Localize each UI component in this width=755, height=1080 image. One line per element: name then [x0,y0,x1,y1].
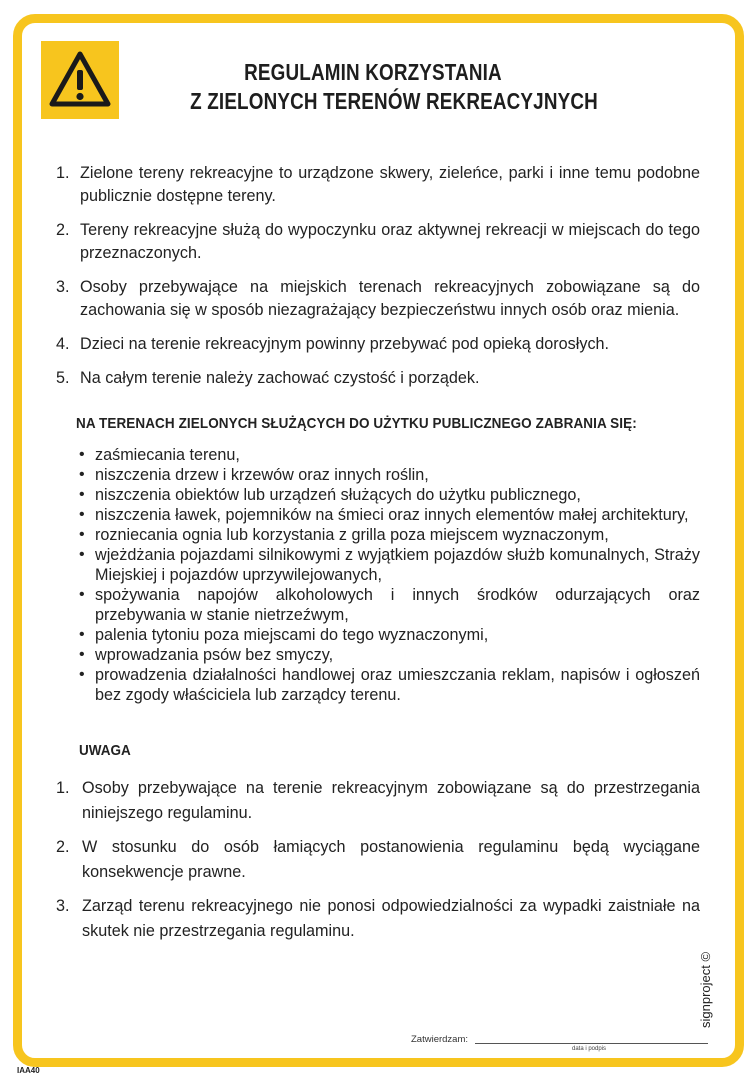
product-code: IAA40 [17,1066,40,1075]
ban-text: niszczenia obiektów lub urządzeń służących do użytku publicznego, [95,486,581,504]
ban-item [52,485,700,505]
rule-item [52,367,700,390]
ban-item [52,625,700,645]
note-text: Zarząd terenu rekreacyjnego nie ponosi odpowiedzialności za wypadki zaistniałe na skutek nie przestrzegania regulaminu. [82,897,700,940]
ban-list [52,445,700,705]
rule-item [52,219,700,265]
ban-text: wjeżdżania pojazdami silnikowymi z wyjątkiem pojazdów służb komunalnych, Straży Miejskiej i pojazdów uprzywilejowanych, [95,546,700,584]
bullet-icon: • [79,446,85,463]
rule-text: Osoby przebywające na miejskich terenach rekreacyjnych zobowiązane są do zachowania się w sposób niezagrażający bezpieczeństwu innych osób oraz mienia. [80,278,700,319]
ban-text: prowadzenia działalności handlowej oraz umieszczania reklam, napisów i ogłoszeń bez zgody właściciela lub zarządcy terenu. [95,666,700,704]
ban-item [52,545,700,585]
rule-item [52,333,700,356]
ban-item [52,585,700,625]
bullet-icon: • [79,486,85,503]
rule-text: Na całym terenie należy zachować czystość i porządek. [80,369,480,387]
note-item [52,776,700,826]
ban-text: zaśmiecania terenu, [95,446,240,464]
rules-list [52,162,700,390]
ban-heading: NA TERENACH ZIELONYCH SŁUŻĄCYCH DO UŻYTKU PUBLICZNEGO ZABRANIA SIĘ: [76,415,637,432]
notes-list [52,776,700,944]
title-line-1: REGULAMIN KORZYSTANIA [244,59,502,85]
regulations-content [52,162,700,953]
note-item [52,894,700,944]
note-number: 2. [56,838,70,856]
ban-text: wprowadzania psów bez smyczy, [95,646,334,664]
warning-triangle-icon [49,51,111,107]
ban-text: spożywania napojów alkoholowych i innych środków odurzających oraz przebywania w stanie nietrzeźwym, [95,586,700,624]
ban-item [52,465,700,485]
rule-number: 1. [56,164,70,182]
note-number: 3. [56,897,70,915]
bullet-icon: • [79,546,85,563]
rule-number: 4. [56,335,70,353]
ban-item [52,525,700,545]
ban-item [52,645,700,665]
ban-item [52,445,700,465]
page-title [190,58,598,116]
bullet-icon: • [79,666,85,683]
note-text: Osoby przebywające na terenie rekreacyjnym zobowiązane są do przestrzegania niniejszego regulaminu. [82,779,700,822]
note-number: 1. [56,779,70,797]
ban-text: rozniecania ognia lub korzystania z grilla poza miejscem wyznaczonym, [95,526,609,544]
bullet-icon: • [79,646,85,663]
title-line-2: Z ZIELONYCH TERENÓW REKREACYJNYCH [190,88,598,114]
ban-item [52,665,700,705]
ban-text: niszczenia ławek, pojemników na śmieci oraz innych elementów małej architektury, [95,506,689,524]
rule-item [52,162,700,208]
rule-item [52,276,700,322]
rule-text: Dzieci na terenie rekreacyjnym powinny przebywać pod opieką dorosłych. [80,335,610,353]
note-item [52,835,700,885]
signature-line [475,1043,708,1044]
note-text: W stosunku do osób łamiących postanowienia regulaminu będą wyciągane konsekwencje prawne. [82,838,700,881]
bullet-icon: • [79,626,85,643]
brand-label: signproject © [698,951,713,1028]
ban-item [52,505,700,525]
bullet-icon: • [79,506,85,523]
approve-label: Zatwierdzam: [411,1034,469,1045]
rule-number: 5. [56,369,70,387]
bullet-icon: • [79,526,85,543]
rule-number: 2. [56,221,70,239]
signature-caption: data i podpis [572,1046,607,1052]
rule-number: 3. [56,278,70,296]
warning-box [41,41,119,119]
uwaga-heading: UWAGA [79,742,131,759]
ban-text: palenia tytoniu poza miejscami do tego wyznaczonymi, [95,626,489,644]
bullet-icon: • [79,586,85,603]
rule-text: Tereny rekreacyjne służą do wypoczynku oraz aktywnej rekreacji w miejscach do tego przeznaczonych. [80,221,700,262]
bullet-icon: • [79,466,85,483]
rule-text: Zielone tereny rekreacyjne to urządzone skwery, zieleńce, parki i inne temu podobne publicznie dostępne tereny. [80,164,700,205]
ban-text: niszczenia drzew i krzewów oraz innych roślin, [95,466,429,484]
